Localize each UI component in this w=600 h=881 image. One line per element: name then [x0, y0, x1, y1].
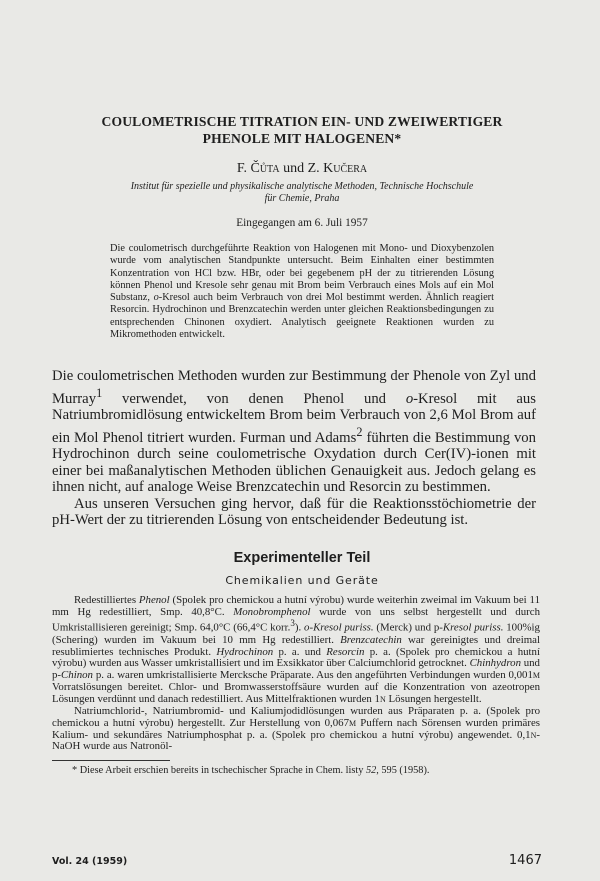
introduction	[52, 368, 536, 528]
body-span: war gereinigtes und dreimal resublimiertes technisches Produkt.	[52, 633, 540, 658]
molar-unit: m	[349, 716, 357, 729]
body-span: Redestilliertes	[74, 593, 139, 606]
chemical-name: Brenzcatechin	[340, 633, 402, 646]
footnote	[52, 765, 518, 777]
footnote-text: * Diese Arbeit erschien bereits in tschechischer Sprache in Chem. listy	[72, 765, 366, 777]
chemical-name: Hydrochinon	[216, 645, 274, 658]
body-span: (Spolek pro chemickou a hutní výrobu) wurde weiterhin zweimal im Vakuum bei 11 mm Hg redestilliert, Smp. 40,8°C.	[52, 593, 540, 618]
section-heading: Experimenteller Teil	[233, 549, 371, 566]
footnote-volume: 52	[365, 765, 377, 777]
reference-1: 1	[96, 385, 103, 400]
body-span: p. a. (Spolek pro chemickou a hutní výrobu) wurden aus Wasser umkristallisiert und im Exsikkator über Calciumchlorid getrocknet.	[52, 645, 540, 670]
body-span: p. a. waren umkristallisierte Mercksche Präparate. Aus den angeführten Verbindungen wurden 0,001	[92, 669, 533, 682]
chemical-name: Phenol	[138, 593, 170, 606]
footnote-rule	[52, 760, 170, 761]
body-span: 100%ig (Schering) wurden im Vakuum bei 10 mm Hg redestilliert.	[52, 621, 540, 646]
title-line-2: PHENOLE MIT HALOGENEN*	[202, 131, 402, 146]
footnote-text-end: , 595 (1958).	[376, 765, 430, 777]
author-2-initial: Z.	[307, 161, 324, 176]
abstract-italic: o	[153, 292, 159, 304]
journal-volume: Vol. 24 (1959)	[52, 856, 128, 867]
authors	[86, 161, 518, 177]
intro-italic: o	[405, 390, 414, 407]
chemical-name: Chinhydron	[469, 657, 521, 670]
reference-2: 2	[356, 424, 363, 439]
page-footer	[52, 853, 542, 868]
abstract	[110, 243, 494, 341]
body-paragraph-1	[52, 595, 540, 706]
body-span: und p-	[52, 657, 540, 682]
body-span: Puffern nach Sörensen wurden primäres Kalium- und sekundäres Natriumphosphat p. a. (Spolek pro chemickou a hutní výrobu) angewendet. 0,1	[52, 716, 540, 741]
abstract-text-1: Die coulometrisch durchgeführte Reaktion von Halogenen mit Mono- und Dioxybenzolen wurde vom analytischen Standpunkte untersucht. Beim Einhalten einer bestimmten Konzentration von HCl bzw. HBr, oder bei gegebenem pH der zu titrierenden Lösung können Phenol und Kresole sehr genau mit Brom beim Verbrauch eines Mols auf ein Mol Substanz,	[110, 243, 494, 304]
body-span: Natriumchlorid-, Natriumbromid- und Kaliumjodidlösungen wurden aus Präparaten p. a. (Spolek pro chemickou a hutní výrobu) hergestellt. Zur Herstellung von 0,067	[52, 704, 540, 729]
intro-text-a: Die coulometrischen Methoden wurden zur Bestimmung der Phenole von Zyl und Murray	[52, 368, 536, 407]
body-span: -NaOH wurde aus Natronöl-	[52, 728, 540, 753]
author-1-name: Čůta	[250, 161, 280, 176]
molar-unit: m	[532, 669, 540, 682]
experimental-text	[52, 595, 540, 754]
affiliation-line-1: Institut für spezielle und physikalische analytische Methoden, Technische Hochschule	[130, 181, 474, 192]
subsection-heading: Chemikalien und Geräte	[225, 573, 379, 587]
chemical-name: Chinon	[61, 669, 93, 682]
abstract-text-2: -Kresol auch beim Verbrauch von drei Mol bestimmt werden. Ähnlich reagiert Resorcin. Hydrochinon und Brenzcatechin werden unter gleichen Reaktionsbedingungen zu entsprechenden Chinonen oxydiert. Analytisch geeignete Reaktionen wurden zu Mikromethoden entwickelt.	[110, 292, 494, 341]
intro-text-b: verwendet, von denen Phenol und	[102, 390, 406, 407]
body-paragraph-2	[52, 706, 540, 753]
chemical-name: Kresol puriss.	[442, 621, 504, 634]
normal-unit: n	[530, 728, 537, 741]
affiliation	[86, 181, 518, 205]
body-span: Lösungen hergestellt.	[385, 693, 482, 706]
author-2-name: Kučera	[323, 161, 368, 176]
body-span: p. a. und	[273, 645, 327, 658]
author-conjunction: und	[279, 161, 308, 176]
intro-paragraph-1	[52, 368, 536, 495]
intro-paragraph-2: Aus unseren Versuchen ging hervor, daß für die Reaktionsstöchiometrie der pH-Wert der zu titrierenden Lösung von entscheidender Bedeutung ist.	[52, 495, 536, 529]
intro-text-d: führten die Bestimmung von Hydrochinon durch seine coulometrische Oxydation durch Cer(IV)-ionen mit einer bei maßanalytischen Methoden üblichen Genauigkeit aus. Jedoch gelang es ihnen nicht, auf analoge Weise Brenzcatechin und Resorcin zu bestimmen.	[52, 429, 536, 496]
author-1-initial: F.	[236, 161, 251, 176]
body-span: ).	[294, 621, 305, 634]
body-span: wurde von uns selbst hergestellt und durch Umkristallisieren gereinigt; Smp. 64,0°C (66,4°C korr.	[52, 605, 540, 634]
paper-title	[86, 0, 518, 147]
chemical-name: Resorcin	[326, 645, 365, 658]
intro-text-c: -Kresol mit aus Natriumbromidlösung entwickeltem Brom beim Verbrauch von 2,6 Mol Brom auf ein Mol Phenol titriert wurden. Furman und Adams	[52, 390, 536, 446]
body-span: Vorratslösungen bereitet. Chlor- und Bromwasserstoffsäure wurden auf die Konzentration von azeotropen Lösungen verdünnt und danach redestilliert. Aus Mittelfraktionen wurden 1	[52, 681, 540, 706]
page-number: 1467	[508, 853, 542, 868]
body-span: (Merck) und p-	[373, 621, 443, 634]
chemical-name: Monobromphenol	[233, 605, 311, 618]
title-line-1: COULOMETRISCHE TITRATION EIN- UND ZWEIWERTIGER	[101, 114, 503, 129]
reference-3: 3	[290, 618, 295, 629]
affiliation-line-2: für Chemie, Praha	[264, 193, 340, 204]
normal-unit: n	[379, 693, 386, 706]
chemical-name: o-Kresol puriss.	[304, 621, 374, 634]
received-date: Eingegangen am 6. Juli 1957	[236, 217, 368, 229]
